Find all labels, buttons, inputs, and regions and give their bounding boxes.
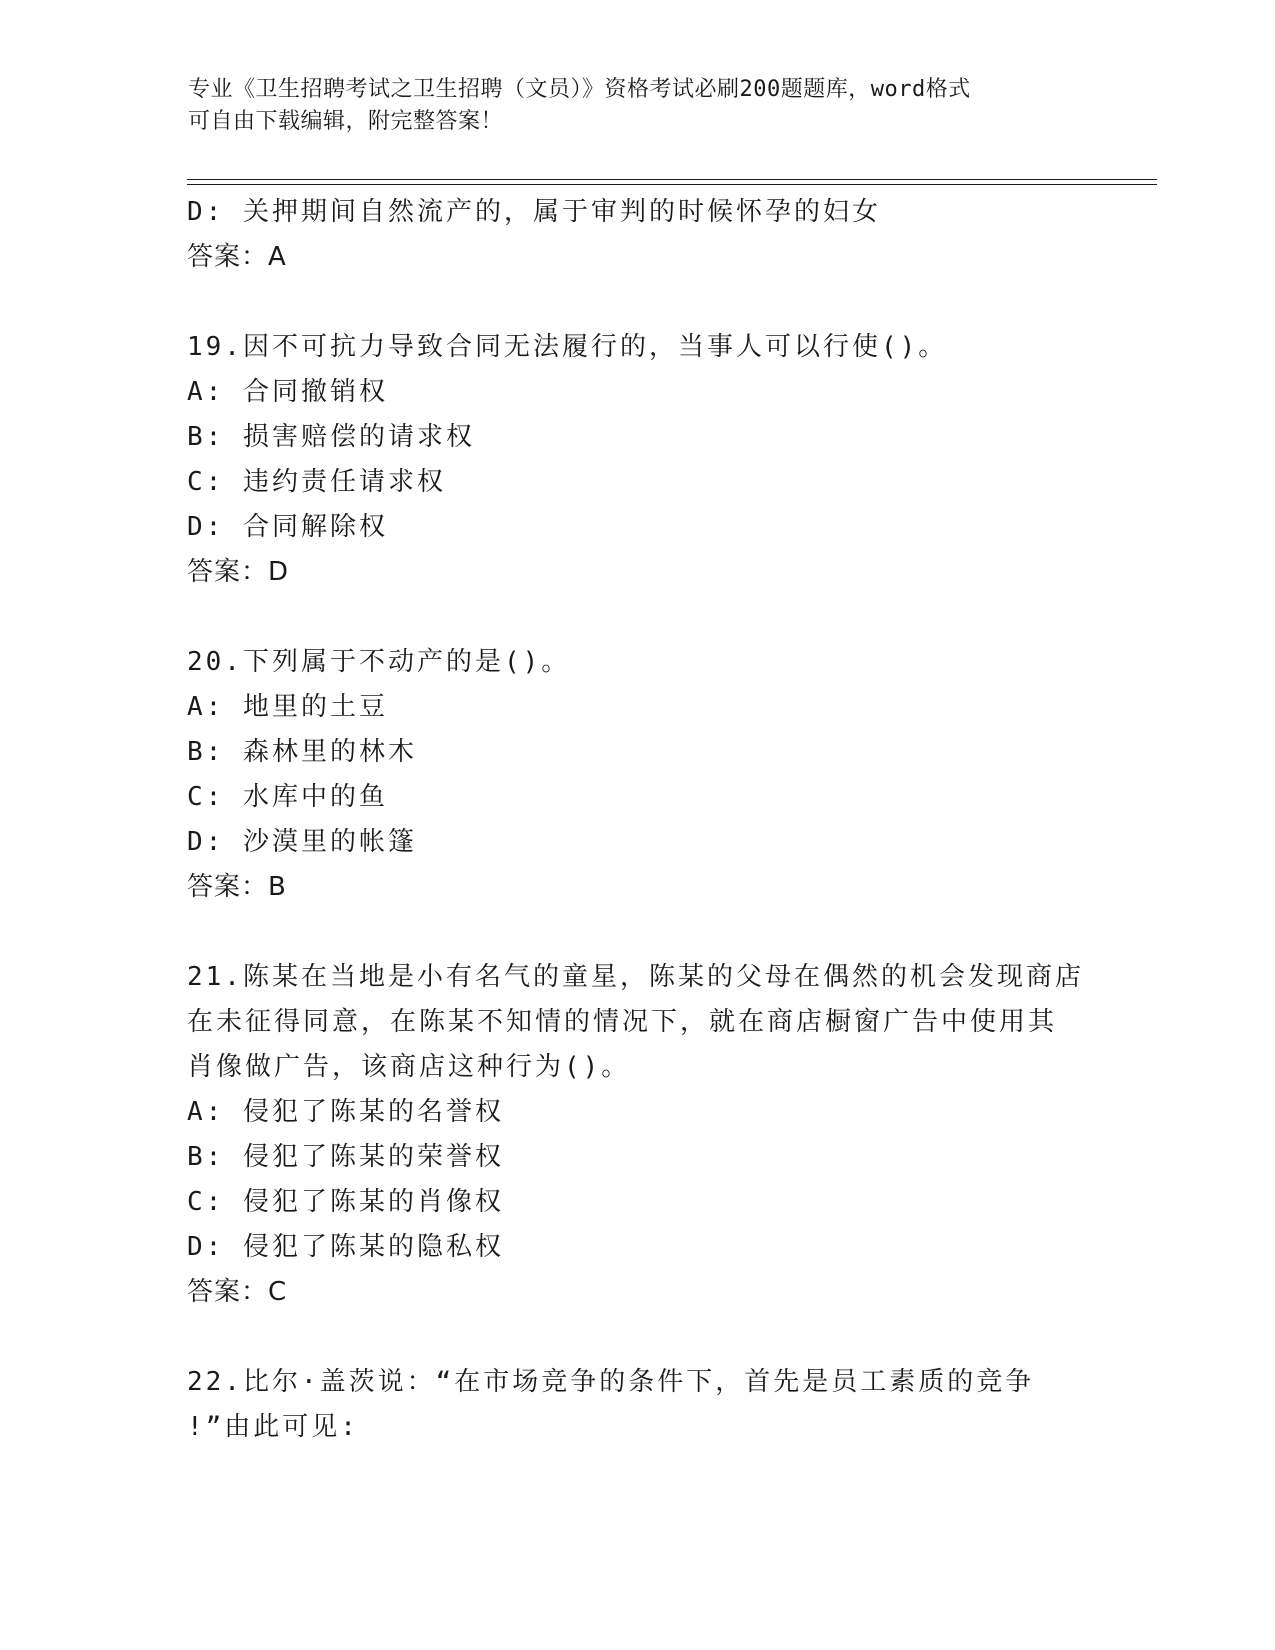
question-20-text: 20.下列属于不动产的是()。 — [187, 647, 571, 677]
header-divider-bottom — [187, 184, 1157, 185]
question-21-option-c: C: 侵犯了陈某的肖像权 — [187, 1187, 504, 1217]
question-22-text-line-2: !”由此可见: — [187, 1412, 359, 1442]
question-21-option-a: A: 侵犯了陈某的名誉权 — [187, 1097, 504, 1127]
option-prev-d: D: 关押期间自然流产的，属于审判的时候怀孕的妇女 — [187, 197, 881, 227]
question-22-text-line-1: 22.比尔·盖茨说：“在市场竞争的条件下，首先是员工素质的竞争 — [187, 1367, 1035, 1397]
question-20-option-c: C: 水库中的鱼 — [187, 782, 388, 812]
document-header — [188, 74, 1068, 138]
question-20-option-d: D: 沙漠里的帐篷 — [187, 827, 417, 857]
header-divider-top — [187, 179, 1157, 180]
question-21-text-line-1: 21.陈某在当地是小有名气的童星，陈某的父母在偶然的机会发现商店 — [187, 962, 1084, 992]
header-line-1: 专业《卫生招聘考试之卫生招聘（文员）》资格考试必刷200题题库，word格式 — [188, 77, 971, 102]
question-list — [187, 190, 1087, 1450]
spacer — [187, 595, 1087, 640]
question-20-option-a: A: 地里的土豆 — [187, 692, 388, 722]
answer-prev: 答案：A — [187, 242, 287, 272]
question-21-option-b: B: 侵犯了陈某的荣誉权 — [187, 1142, 504, 1172]
header-line-2: 可自由下载编辑，附完整答案！ — [188, 109, 504, 134]
spacer — [187, 910, 1087, 955]
question-19-text: 19.因不可抗力导致合同无法履行的，当事人可以行使()。 — [187, 332, 948, 362]
question-20-answer: 答案：B — [187, 872, 287, 902]
question-19-option-c: C: 违约责任请求权 — [187, 467, 446, 497]
question-21-option-d: D: 侵犯了陈某的隐私权 — [187, 1232, 504, 1262]
question-19-answer: 答案：D — [187, 557, 290, 587]
question-19-option-d: D: 合同解除权 — [187, 512, 388, 542]
spacer — [187, 1315, 1087, 1360]
question-19-option-b: B: 损害赔偿的请求权 — [187, 422, 475, 452]
question-19-option-a: A: 合同撤销权 — [187, 377, 388, 407]
question-20-option-b: B: 森林里的林木 — [187, 737, 417, 767]
spacer — [187, 280, 1087, 325]
question-21-text-line-3: 肖像做广告，该商店这种行为()。 — [187, 1052, 631, 1082]
question-21-text-line-2: 在未征得同意，在陈某不知情的情况下，就在商店橱窗广告中使用其 — [187, 1007, 1058, 1037]
question-21-answer: 答案：C — [187, 1277, 288, 1307]
